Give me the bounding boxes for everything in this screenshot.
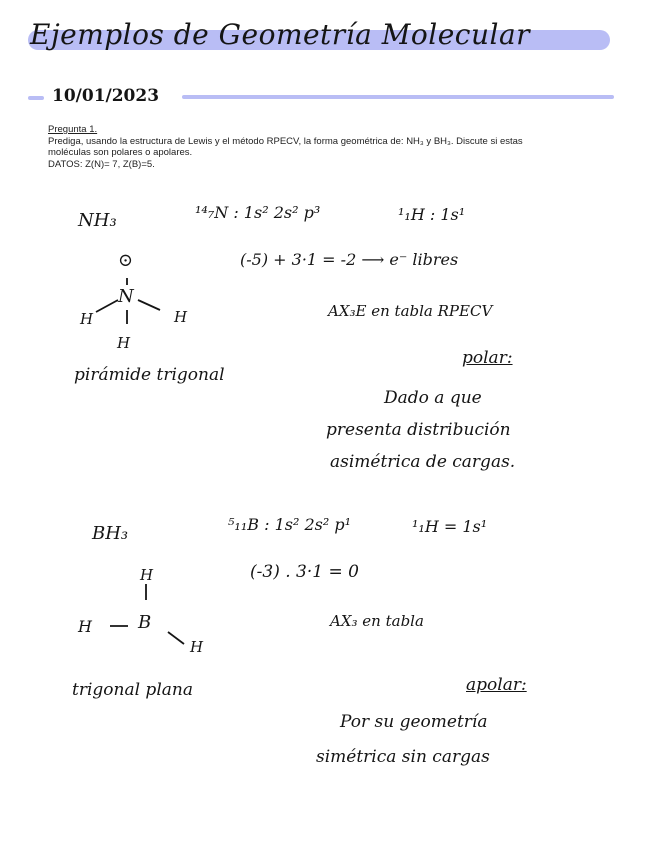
bh3-calc: (-3) . 3·1 = 0 bbox=[250, 562, 359, 582]
bh3-atom-h-top: H bbox=[140, 566, 154, 584]
bh3-shape: trigonal plana bbox=[72, 680, 193, 700]
nh3-polarity: polar: bbox=[462, 348, 513, 368]
nh3-shape: pirámide trigonal bbox=[74, 365, 225, 385]
bh3-polarity: apolar: bbox=[466, 675, 527, 695]
bh3-config-b: ⁵₁₁B : 1s² 2s² p¹ bbox=[228, 515, 351, 534]
nh3-formula: NH₃ bbox=[78, 210, 117, 231]
nh3-reason-2: presenta distribución bbox=[326, 420, 511, 440]
date-divider-right bbox=[182, 95, 614, 99]
nh3-atom-h-left: H bbox=[80, 310, 94, 328]
question-block bbox=[48, 124, 608, 170]
nh3-structure bbox=[70, 250, 210, 360]
bh3-config-h: ¹₁H = 1s¹ bbox=[412, 517, 488, 536]
nh3-atom-n: N bbox=[118, 286, 134, 307]
question-line-1: Prediga, usando la estructura de Lewis y el método RPECV, la forma geométrica de: NH₃ y BH₃. Discute si estas bbox=[48, 135, 523, 147]
nh3-calc: (-5) + 3·1 = -2 ⟶ e⁻ libres bbox=[240, 250, 459, 269]
bh3-atom-b: B bbox=[138, 612, 152, 633]
question-line-2: moléculas son polares o apolares. bbox=[48, 147, 193, 158]
bh3-atom-h-left: H bbox=[78, 617, 92, 636]
date-divider-left bbox=[28, 96, 44, 100]
nh3-config-h: ¹₁H : 1s¹ bbox=[398, 205, 466, 224]
nh3-reason-1: Dado a que bbox=[384, 388, 482, 408]
question-heading: Pregunta 1. bbox=[48, 124, 98, 135]
question-line-3: DATOS: Z(N)= 7, Z(B)=5. bbox=[48, 158, 155, 170]
bh3-reason-2: simétrica sin cargas bbox=[316, 747, 490, 767]
nh3-table-note: AX₃E en tabla RPECV bbox=[328, 302, 493, 320]
nh3-atom-h-bottom: H bbox=[117, 334, 131, 352]
nh3-config-n: ¹⁴₇N : 1s² 2s² p³ bbox=[195, 203, 321, 222]
nh3-atom-h-right: H bbox=[174, 308, 188, 326]
page-title: Ejemplos de Geometría Molecular bbox=[30, 18, 531, 51]
bh3-formula: BH₃ bbox=[92, 523, 129, 544]
bh3-table-note: AX₃ en tabla bbox=[330, 612, 424, 630]
bh3-reason-1: Por su geometría bbox=[340, 712, 488, 732]
date: 10/01/2023 bbox=[52, 86, 160, 106]
nh3-lone-pair: ⊙ bbox=[118, 250, 134, 271]
bh3-atom-h-right: H bbox=[190, 638, 204, 656]
nh3-reason-3: asimétrica de cargas. bbox=[330, 452, 516, 472]
